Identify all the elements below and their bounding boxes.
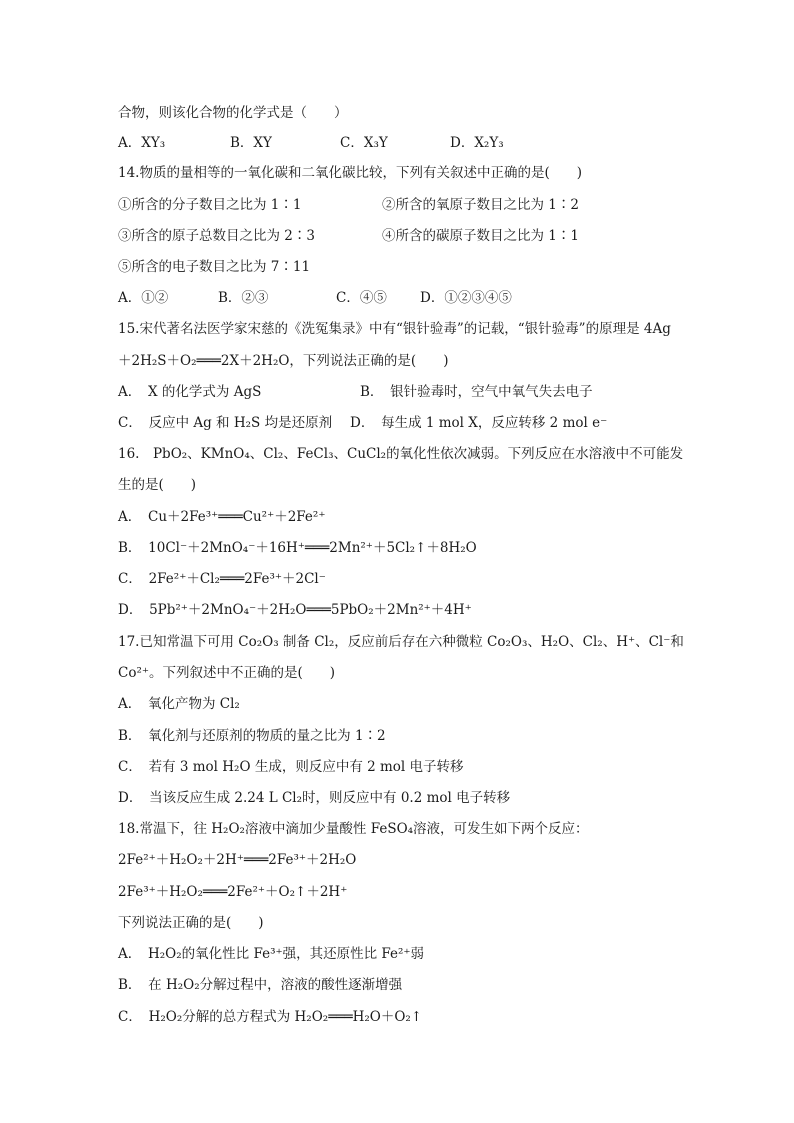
q18-option-a: A． H₂O₂的氧化性比 Fe³⁺强，其还原性比 Fe²⁺弱 (118, 946, 425, 962)
q18-stem: 18.常温下，往 H₂O₂溶液中滴加少量酸性 FeSO₄溶液，可发生如下两个反应： (118, 821, 589, 837)
q13-option-c: C．X₃Y (340, 135, 388, 151)
q17-option-b: B． 氧化剂与还原剂的物质的量之比为 1∶2 (118, 728, 386, 744)
q15-equation: ＋2H₂S＋O₂═══2X＋2H₂O，下列说法正确的是( ) (118, 353, 449, 369)
q13-option-b: B．XY (230, 135, 272, 151)
q14-option-c: C．④⑤ (336, 290, 387, 306)
q14-statement-2: ②所含的氧原子数目之比为 1∶2 (382, 197, 579, 213)
q18-option-b: B． 在 H₂O₂分解过程中，溶液的酸性逐渐增强 (118, 977, 403, 993)
q14-statement-1: ①所含的分子数目之比为 1∶1 (118, 197, 302, 213)
q13-option-d: D．X₂Y₃ (450, 135, 504, 151)
q14-option-a: A．①② (118, 290, 169, 306)
q16-stem-tail: 生的是( ) (118, 477, 197, 493)
q14-option-d: D．①②③④⑤ (420, 290, 512, 306)
q14-statement-3: ③所含的原子总数目之比为 2∶3 (118, 228, 315, 244)
q15-option-c: C． 反应中 Ag 和 H₂S 均是还原剂 (118, 415, 333, 431)
q14-statement-4: ④所含的碳原子数目之比为 1∶1 (382, 228, 579, 244)
q16-option-a: A． Cu＋2Fe³⁺═══Cu²⁺＋2Fe²⁺ (118, 509, 326, 525)
q15-option-b: B． 银针验毒时，空气中氧气失去电子 (360, 384, 593, 400)
q16-stem: 16. PbO₂、KMnO₄、Cl₂、FeCl₃、CuCl₂的氧化性依次减弱。下列反应在水溶液中不可能发 (118, 446, 684, 462)
q15-stem: 15.宋代著名法医学家宋慈的《洗冤集录》中有“银针验毒”的记载，“银针验毒”的原理是 4Ag (118, 321, 671, 337)
q17-option-a: A． 氧化产物为 Cl₂ (118, 696, 240, 712)
q18-reaction-1: 2Fe²⁺＋H₂O₂＋2H⁺═══2Fe³⁺＋2H₂O (118, 852, 357, 868)
q16-option-b: B． 10Cl⁻＋2MnO₄⁻＋16H⁺═══2Mn²⁺＋5Cl₂↑＋8H₂O (118, 540, 477, 556)
q15-option-a: A． X 的化学式为 AgS (118, 384, 262, 400)
q14-option-b: B．②③ (218, 290, 269, 306)
q13-option-a: A．XY₃ (118, 135, 166, 151)
q15-option-d: D． 每生成 1 mol X，反应转移 2 mol e⁻ (350, 415, 608, 431)
q18-question: 下列说法正确的是( ) (118, 915, 264, 931)
q14-stem: 14.物质的量相等的一氧化碳和二氧化碳比较，下列有关叙述中正确的是( ) (118, 165, 583, 181)
q17-option-c: C． 若有 3 mol H₂O 生成，则反应中有 2 mol 电子转移 (118, 759, 464, 775)
q17-option-d: D． 当该反应生成 2.24 L Cl₂时，则反应中有 0.2 mol 电子转移 (118, 790, 511, 806)
q17-stem-tail: Co²⁺。下列叙述中不正确的是( ) (118, 665, 336, 681)
q14-statement-5: ⑤所含的电子数目之比为 7∶11 (118, 259, 311, 275)
q18-reaction-2: 2Fe³⁺＋H₂O₂═══2Fe²⁺＋O₂↑＋2H⁺ (118, 884, 348, 900)
q16-option-c: C． 2Fe²⁺＋Cl₂═══2Fe³⁺＋2Cl⁻ (118, 571, 326, 587)
q17-stem: 17.已知常温下可用 Co₂O₃ 制备 Cl₂，反应前后存在六种微粒 Co₂O₃、H₂O、Cl₂、H⁺、Cl⁻和 (118, 634, 684, 650)
q18-option-c: C． H₂O₂分解的总方程式为 H₂O₂═══H₂O＋O₂↑ (118, 1009, 423, 1025)
q13-stem-tail: 合物，则该化合物的化学式是（ ） (118, 105, 348, 121)
q16-option-d: D． 5Pb²⁺＋2MnO₄⁻＋2H₂O═══5PbO₂＋2Mn²⁺＋4H⁺ (118, 602, 472, 618)
